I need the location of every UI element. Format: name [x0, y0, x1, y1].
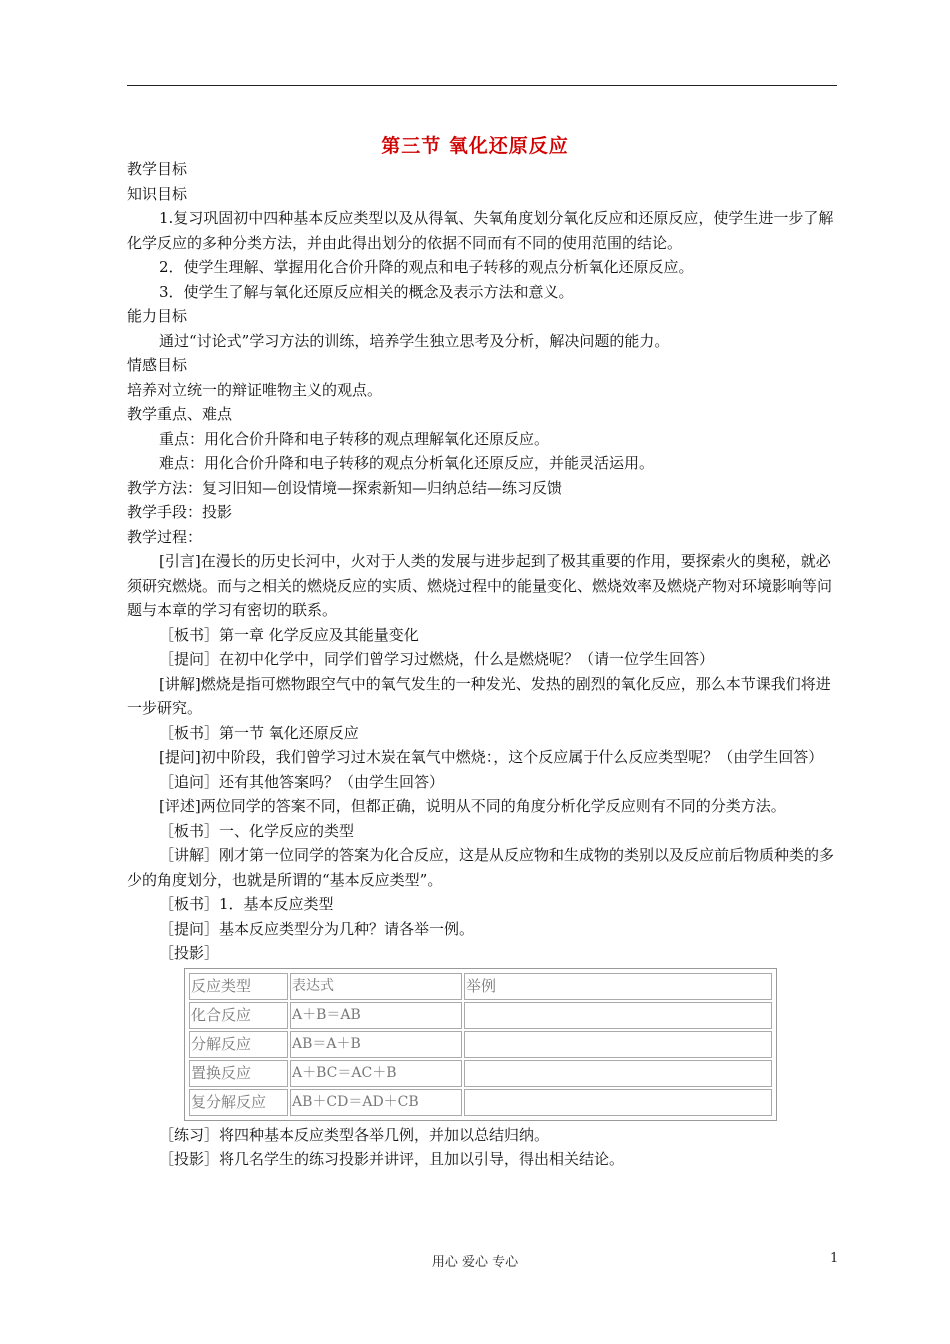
page-number: 1: [830, 1251, 839, 1266]
table-cell: 化合反应: [189, 1002, 288, 1029]
difficult-point-text: 难点：用化合价升降和电子转移的观点分析氧化还原反应，并能灵活运用。: [159, 454, 655, 472]
table-row: [189, 1089, 772, 1116]
table-cell: A＋BC＝AC＋B: [290, 1060, 462, 1087]
reaction-types-table: [184, 968, 777, 1121]
table-cell: 置换反应: [189, 1060, 288, 1087]
heading-key-points: 教学重点、难点: [127, 405, 233, 423]
table-cell: 分解反应: [189, 1031, 288, 1058]
table-cell: [464, 1089, 772, 1116]
exercise-paragraph: ［练习］将四种基本反应类型各举几例，并加以总结归纳。: [159, 1125, 550, 1144]
document-body: [127, 157, 839, 1172]
heading-teaching-process: 教学过程：: [127, 527, 203, 546]
heading-knowledge-goals: 知识目标: [127, 184, 188, 203]
projection-review: ［投影］将几名学生的练习投影并讲评，且加以引导，得出相关结论。: [159, 1150, 625, 1168]
table-row: [189, 1002, 772, 1029]
table-cell: AB＋CD＝AD＋CB: [290, 1089, 462, 1116]
table-cell: AB＝A＋B: [290, 1031, 462, 1058]
followup-question: ［追问］还有其他答案吗？（由学生回答）: [159, 772, 445, 791]
board-basic-types: ［板书］1．基本反应类型: [159, 895, 334, 913]
knowledge-goal-2: 2．使学生理解、掌握用化合价升降的观点和电子转移的观点分析氧化还原反应。: [159, 258, 694, 276]
table-header: 举例: [464, 973, 772, 1000]
section-title: 第三节 氧化还原反应: [381, 135, 569, 157]
table-header: 表达式: [290, 973, 462, 1000]
question-combustion: ［提问］在初中化学中，同学们曾学习过燃烧，什么是燃烧呢？（请一位学生回答）: [159, 650, 715, 668]
table-header: 反应类型: [189, 973, 288, 1000]
table-cell: [464, 1031, 772, 1058]
heading-ability-goals: 能力目标: [127, 307, 188, 325]
ability-goal-text: 通过“讨论式”学习方法的训练，培养学生独立思考及分析，解决问题的能力。: [159, 331, 670, 350]
heading-teaching-goals: 教学目标: [127, 160, 188, 178]
question-basic-types: ［提问］基本反应类型分为几种？请各举一例。: [159, 919, 475, 938]
emotion-goal-text: 培养对立统一的辩证唯物主义的观点。: [127, 380, 383, 399]
teaching-method: 教学方法：复习旧知—创设情境—探索新知—归纳总结—练习反馈: [127, 478, 563, 497]
teaching-means: 教学手段：投影: [127, 503, 233, 521]
header-rule: [127, 85, 837, 86]
table-cell: [464, 1060, 772, 1087]
key-point-text: 重点：用化合价升降和电子转移的观点理解氧化还原反应。: [159, 429, 550, 448]
comment-paragraph: [评述]两位同学的答案不同，但都正确，说明从不同的角度分析化学反应则有不同的分类方法。: [159, 797, 786, 815]
heading-emotion-goals: 情感目标: [127, 356, 188, 374]
knowledge-goal-1: 1.复习巩固初中四种基本反应类型以及从得氧、失氧角度划分氧化反应和还原反应，使学生进一步了解化学反应的多种分类方法，并由此得出划分的依据不同而有不同的使用范围的结论。: [127, 209, 834, 252]
projection-label: ［投影］: [159, 944, 220, 962]
board-section-1: ［板书］第一节 氧化还原反应: [159, 723, 359, 742]
table-cell: [464, 1002, 772, 1029]
explanation-basic-types: ［讲解］刚才第一位同学的答案为化合反应，这是从反应物和生成物的类别以及反应前后物质种类的多少的角度划分，也就是所谓的“基本反应类型”。: [127, 846, 835, 889]
knowledge-goal-3: 3．使学生了解与氧化还原反应相关的概念及表示方法和意义。: [159, 282, 574, 301]
table-header-row: [189, 973, 772, 1000]
table-cell: A＋B＝AB: [290, 1002, 462, 1029]
footer-motto: 用心 爱心 专心: [431, 1255, 519, 1270]
board-chapter-1: ［板书］第一章 化学反应及其能量变化: [159, 625, 419, 644]
question-reaction-type: [提问]初中阶段，我们曾学习过木炭在氧气中燃烧：，这个反应属于什么反应类型呢？（由学生回答）: [159, 748, 824, 766]
explanation-combustion: [讲解]燃烧是指可燃物跟空气中的氧气发生的一种发光、发热的剧烈的氧化反应，那么本节课我们将进一步研究。: [127, 674, 831, 717]
introduction-paragraph: [引言]在漫长的历史长河中，火对于人类的发展与进步起到了极其重要的作用，要探索火的奥秘，就必须研究燃烧。而与之相关的燃烧反应的实质、燃烧过程中的能量变化、燃烧效率及燃烧产物对环境影响等问题与本章的学习有密切的联系。: [127, 552, 833, 619]
board-reaction-types: ［板书］一、化学反应的类型: [159, 821, 355, 840]
table-row: [189, 1031, 772, 1058]
table-cell: 复分解反应: [189, 1089, 288, 1116]
table-row: [189, 1060, 772, 1087]
